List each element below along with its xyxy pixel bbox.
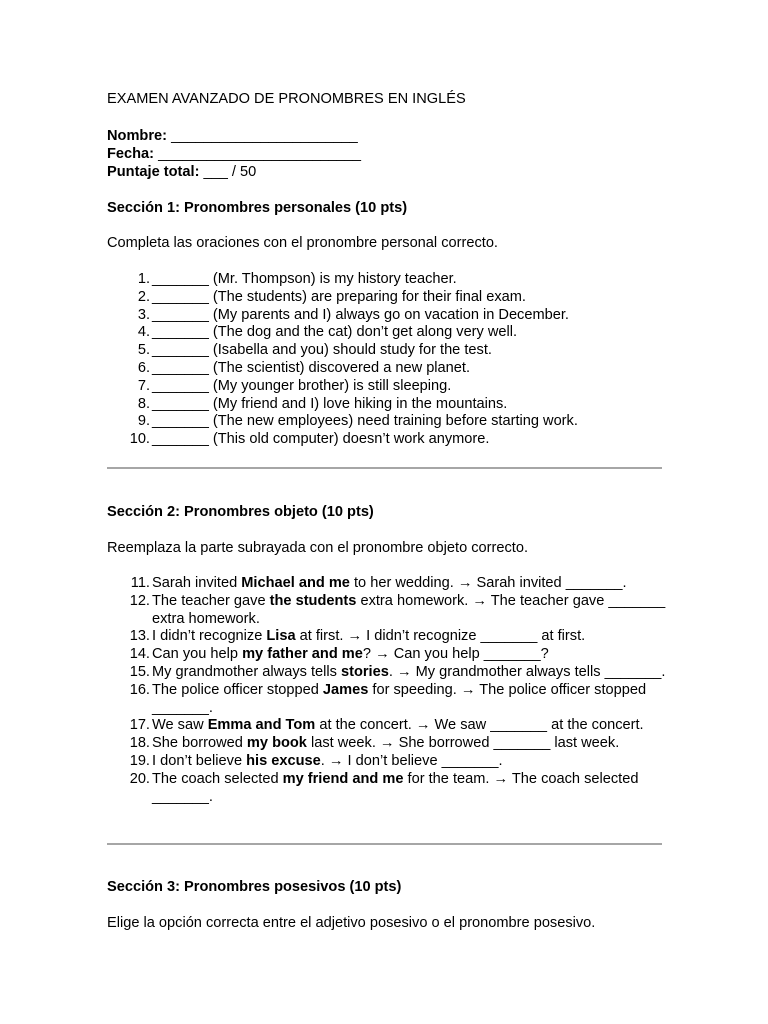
highlighted-phrase: my father and me [242, 646, 363, 663]
question-item [107, 342, 667, 360]
question-text: at the concert. → We saw _______ at the concert. [315, 717, 644, 734]
highlighted-phrase: the students [269, 592, 357, 609]
section2-heading: Sección 2: Pronombres objeto (10 pts) [107, 504, 374, 520]
highlighted-phrase: his excuse [246, 752, 321, 769]
score-value: ___ / 50 [203, 163, 257, 180]
question-text: _______ (The scientist) discovered a new planet. [152, 359, 471, 376]
score-label: Puntaje total: [107, 163, 200, 180]
question-item [107, 575, 667, 593]
question-number: 12. [129, 592, 150, 609]
question-item [107, 289, 667, 307]
question-number: 10. [129, 431, 150, 448]
highlighted-phrase: stories [340, 663, 389, 680]
highlighted-phrase: my book [246, 735, 307, 752]
question-text: I don’t believe [152, 752, 247, 769]
question-text: The police officer stopped [152, 681, 323, 698]
question-text: _______ (Isabella and you) should study for the test. [152, 342, 492, 359]
question-text: _______ (My parents and I) always go on vacation in December. [152, 306, 569, 323]
question-text: extra homework. → The teacher gave _______ extra homework. [152, 592, 666, 627]
question-item [107, 324, 667, 342]
question-item [107, 682, 667, 718]
section-divider [107, 467, 662, 469]
question-number: 14. [129, 646, 150, 663]
name-label: Nombre: [107, 128, 167, 144]
question-text: She borrowed [152, 735, 247, 752]
question-number: 11. [130, 575, 150, 591]
question-text: Sarah invited [152, 575, 242, 591]
question-number: 3. [137, 306, 150, 323]
section2-instruction: Reemplaza la parte subrayada con el pronombre objeto correcto. [107, 540, 529, 556]
question-text: Can you help [152, 646, 243, 663]
question-number: 4. [137, 324, 150, 341]
question-text: The coach selected [152, 770, 283, 787]
question-text: last week. → She borrowed _______ last week. [306, 735, 620, 752]
question-number: 1. [137, 271, 150, 287]
question-text: . → My grandmother always tells _______. [388, 663, 666, 680]
question-item [107, 628, 667, 646]
question-item [107, 396, 667, 414]
question-text: ? → Can you help _______? [362, 646, 549, 663]
question-number: 7. [137, 377, 150, 394]
question-item [107, 360, 667, 378]
question-number: 15. [129, 663, 150, 680]
question-text: . → I don’t believe _______. [320, 752, 503, 769]
question-item [107, 664, 667, 682]
question-item [107, 593, 667, 629]
question-text: for speeding. → The police officer stopped _______. [152, 681, 647, 716]
question-text: _______ (The dog and the cat) don’t get along very well. [152, 324, 518, 341]
question-text: I didn’t recognize [152, 628, 267, 645]
question-number: 6. [137, 359, 150, 376]
highlighted-phrase: my friend and me [282, 770, 404, 787]
question-number: 2. [137, 288, 150, 305]
question-item [107, 753, 667, 771]
section3-instruction: Elige la opción correcta entre el adjetivo posesivo o el pronombre posesivo. [107, 915, 596, 931]
question-number: 16. [129, 681, 150, 698]
highlighted-phrase: James [322, 681, 369, 698]
name-field [107, 128, 667, 146]
header-fields [107, 128, 667, 181]
question-text: _______ (My friend and I) love hiking in the mountains. [152, 395, 508, 412]
score-field [107, 164, 667, 182]
question-item [107, 378, 667, 396]
question-number: 5. [137, 342, 150, 359]
question-text: We saw [152, 717, 208, 734]
section2-question-list [107, 575, 667, 806]
question-text: My grandmother always tells [152, 663, 341, 680]
question-text: _______ (The students) are preparing for their final exam. [152, 288, 526, 305]
question-text: _______ (This old computer) doesn’t work anymore. [152, 431, 490, 448]
question-number: 17. [129, 717, 150, 734]
date-field [107, 146, 667, 164]
question-number: 9. [137, 413, 150, 430]
question-item [107, 431, 667, 449]
question-text: for the team. → The coach selected _______. [152, 770, 639, 805]
section1-instruction: Completa las oraciones con el pronombre personal correcto. [107, 235, 498, 251]
question-item [107, 271, 667, 289]
question-item [107, 735, 667, 753]
section3-heading: Sección 3: Pronombres posesivos (10 pts) [107, 879, 402, 895]
question-text: _______ (My younger brother) is still sleeping. [152, 377, 452, 394]
question-number: 20. [129, 770, 150, 787]
question-text: to her wedding. → Sarah invited _______. [349, 575, 627, 591]
question-text: The teacher gave [152, 592, 270, 609]
question-text: at first. → I didn’t recognize _______ at first. [295, 628, 586, 645]
question-number: 18. [129, 735, 150, 752]
question-item [107, 717, 667, 735]
question-text: _______ (The new employees) need training before starting work. [152, 413, 578, 430]
question-text: _______ (Mr. Thompson) is my history teacher. [152, 271, 457, 287]
date-blank: _________________________ [158, 145, 362, 162]
highlighted-phrase: Emma and Tom [207, 717, 316, 734]
name-blank: _______________________ [171, 128, 358, 144]
highlighted-phrase: Michael and me [241, 575, 350, 591]
question-item [107, 307, 667, 325]
question-number: 8. [137, 395, 150, 412]
date-label: Fecha: [107, 145, 155, 162]
section1-question-list [107, 271, 667, 449]
section-divider [107, 843, 662, 845]
question-item [107, 413, 667, 431]
highlighted-phrase: Lisa [266, 628, 296, 645]
document-title: EXAMEN AVANZADO DE PRONOMBRES EN INGLÉS [107, 91, 466, 107]
section1-heading: Sección 1: Pronombres personales (10 pts) [107, 200, 408, 216]
question-item [107, 771, 667, 807]
question-number: 19. [129, 752, 150, 769]
question-number: 13. [129, 628, 150, 645]
question-item [107, 646, 667, 664]
